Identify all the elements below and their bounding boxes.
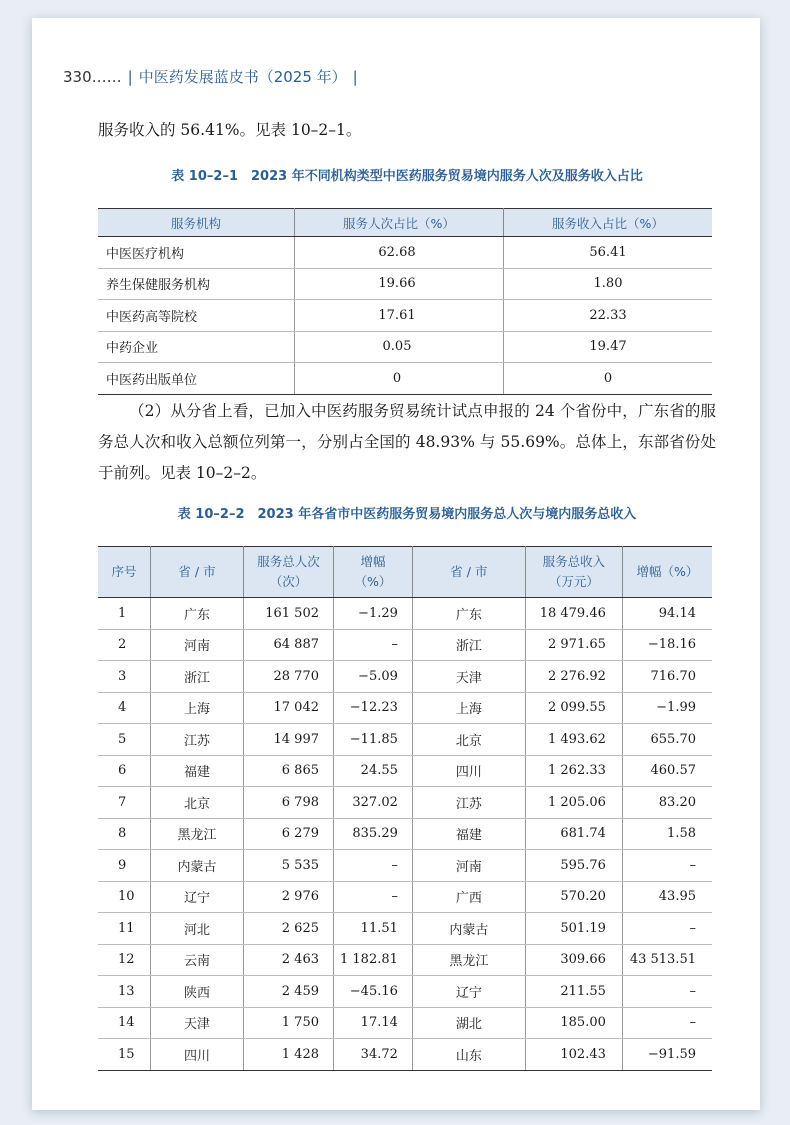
growth-b-cell: – [622, 976, 712, 1008]
table-row [98, 818, 712, 850]
intro-line: 服务收入的 56.41%。见表 10–2–1。 [98, 121, 362, 139]
province-b-cell: 上海 [412, 692, 525, 724]
rank-cell: 13 [98, 976, 151, 1008]
growth-a-cell: −1.29 [334, 598, 413, 630]
table2-header-growth-b: 增幅（%） [622, 547, 712, 598]
province-b-cell: 江苏 [412, 787, 525, 819]
table-row [98, 363, 712, 395]
rank-cell: 8 [98, 818, 151, 850]
rank-cell: 10 [98, 881, 151, 913]
province-a-cell: 辽宁 [151, 881, 244, 913]
growth-b-cell: – [622, 1007, 712, 1039]
running-header: 330…… | 中医药发展蓝皮书（2025 年） | [63, 68, 358, 86]
rank-cell: 3 [98, 661, 151, 693]
province-b-cell: 浙江 [412, 629, 525, 661]
revenue-cell: 2 099.55 [525, 692, 622, 724]
province-b-cell: 湖北 [412, 1007, 525, 1039]
province-a-cell: 广东 [151, 598, 244, 630]
visits-header-line1: 服务总人次 [257, 554, 320, 569]
growth-a-cell: −5.09 [334, 661, 413, 693]
revenue-share-cell: 56.41 [504, 237, 713, 269]
growth-a-cell: −45.16 [334, 976, 413, 1008]
province-b-cell: 广东 [412, 598, 525, 630]
table1 [98, 208, 712, 395]
province-a-cell: 江苏 [151, 724, 244, 756]
institution-cell: 中医药出版单位 [98, 363, 295, 395]
growth-b-cell: 460.57 [622, 755, 712, 787]
revenue-cell: 681.74 [525, 818, 622, 850]
rank-cell: 5 [98, 724, 151, 756]
table2-caption: 表 10–2–2 2023 年各省市中医药服务贸易境内服务总人次与境内服务总收入 [177, 507, 637, 522]
visits-share-cell: 0 [295, 363, 504, 395]
institution-cell: 中药企业 [98, 331, 295, 363]
growth-a-cell: 24.55 [334, 755, 413, 787]
province-b-cell: 黑龙江 [412, 944, 525, 976]
growth-a-header-line1: 增幅 [360, 554, 386, 569]
province-b-cell: 河南 [412, 850, 525, 882]
growth-a-cell: 835.29 [334, 818, 413, 850]
growth-a-cell: – [334, 881, 413, 913]
table1-header-institution: 服务机构 [98, 209, 295, 237]
revenue-share-cell: 22.33 [504, 300, 713, 332]
revenue-share-cell: 19.47 [504, 331, 713, 363]
table-row [98, 1039, 712, 1071]
visits-cell: 1 750 [244, 1007, 334, 1039]
revenue-share-cell: 0 [504, 363, 713, 395]
visits-share-cell: 62.68 [295, 237, 504, 269]
table1-caption: 表 10–2–1 2023 年不同机构类型中医药服务贸易境内服务人次及服务收入占比 [171, 169, 643, 184]
rank-cell: 6 [98, 755, 151, 787]
table-row [98, 755, 712, 787]
province-b-cell: 广西 [412, 881, 525, 913]
growth-b-cell: −18.16 [622, 629, 712, 661]
rank-cell: 14 [98, 1007, 151, 1039]
province-b-cell: 内蒙古 [412, 913, 525, 945]
revenue-cell: 102.43 [525, 1039, 622, 1071]
province-b-cell: 天津 [412, 661, 525, 693]
rank-cell: 4 [98, 692, 151, 724]
table-row [98, 331, 712, 363]
visits-cell: 2 459 [244, 976, 334, 1008]
table-row [98, 598, 712, 630]
book-page [32, 18, 760, 1110]
rank-cell: 1 [98, 598, 151, 630]
rank-cell: 9 [98, 850, 151, 882]
growth-b-cell: −91.59 [622, 1039, 712, 1071]
table-row [98, 268, 712, 300]
province-a-cell: 浙江 [151, 661, 244, 693]
revenue-cell: 595.76 [525, 850, 622, 882]
visits-cell: 2 976 [244, 881, 334, 913]
visits-cell: 161 502 [244, 598, 334, 630]
visits-cell: 1 428 [244, 1039, 334, 1071]
table2-header-visits [244, 547, 334, 598]
book-title: 中医药发展蓝皮书（2025 年） [138, 68, 347, 86]
table-row [98, 944, 712, 976]
growth-b-cell: 43 513.51 [622, 944, 712, 976]
growth-a-header-line2: （%） [354, 574, 392, 589]
table2 [98, 546, 712, 1071]
province-a-cell: 云南 [151, 944, 244, 976]
revenue-cell: 1 493.62 [525, 724, 622, 756]
growth-a-cell: 1 182.81 [334, 944, 413, 976]
growth-b-cell: – [622, 913, 712, 945]
revenue-cell: 570.20 [525, 881, 622, 913]
table-row [98, 787, 712, 819]
institution-cell: 养生保健服务机构 [98, 268, 295, 300]
rank-cell: 12 [98, 944, 151, 976]
revenue-cell: 1 262.33 [525, 755, 622, 787]
table-row [98, 976, 712, 1008]
growth-a-cell: −11.85 [334, 724, 413, 756]
province-b-cell: 北京 [412, 724, 525, 756]
visits-cell: 6 865 [244, 755, 334, 787]
table-row [98, 692, 712, 724]
revenue-cell: 211.55 [525, 976, 622, 1008]
paragraph-2: （2）从分省上看，已加入中医药服务贸易统计试点申报的 24 个省份中，广东省的服务总人次和收入总额位列第一，分别占全国的 48.93% 与 55.69%。总体上，东部省份处于前列。见表 10–2–2。 [98, 402, 716, 482]
institution-cell: 中医药高等院校 [98, 300, 295, 332]
province-a-cell: 四川 [151, 1039, 244, 1071]
province-a-cell: 河南 [151, 629, 244, 661]
table-row [98, 881, 712, 913]
growth-a-cell: 17.14 [334, 1007, 413, 1039]
growth-a-cell: – [334, 850, 413, 882]
growth-b-cell: 1.58 [622, 818, 712, 850]
growth-b-cell: 716.70 [622, 661, 712, 693]
revenue-cell: 2 276.92 [525, 661, 622, 693]
province-a-cell: 天津 [151, 1007, 244, 1039]
table1-header-row [98, 209, 712, 237]
rank-cell: 11 [98, 913, 151, 945]
visits-cell: 6 279 [244, 818, 334, 850]
table-row [98, 913, 712, 945]
revenue-share-cell: 1.80 [504, 268, 713, 300]
growth-a-cell: 11.51 [334, 913, 413, 945]
growth-a-cell: 34.72 [334, 1039, 413, 1071]
province-b-cell: 福建 [412, 818, 525, 850]
table2-header-revenue [525, 547, 622, 598]
page-number: 330 [63, 68, 92, 86]
province-a-cell: 黑龙江 [151, 818, 244, 850]
table2-header-rank: 序号 [98, 547, 151, 598]
table2-header-province-a: 省 / 市 [151, 547, 244, 598]
growth-b-cell: −1.99 [622, 692, 712, 724]
revenue-header-line2: （万元） [548, 574, 599, 589]
table2-header-province-b: 省 / 市 [412, 547, 525, 598]
table-row [98, 1007, 712, 1039]
institution-cell: 中医医疗机构 [98, 237, 295, 269]
table1-header-visits-share: 服务人次占比（%） [295, 209, 504, 237]
rank-cell: 15 [98, 1039, 151, 1071]
visits-cell: 6 798 [244, 787, 334, 819]
rank-cell: 7 [98, 787, 151, 819]
visits-share-cell: 17.61 [295, 300, 504, 332]
province-a-cell: 陕西 [151, 976, 244, 1008]
province-a-cell: 福建 [151, 755, 244, 787]
visits-cell: 28 770 [244, 661, 334, 693]
province-a-cell: 北京 [151, 787, 244, 819]
table-row [98, 661, 712, 693]
growth-b-cell: – [622, 850, 712, 882]
province-a-cell: 内蒙古 [151, 850, 244, 882]
growth-b-cell: 94.14 [622, 598, 712, 630]
rank-cell: 2 [98, 629, 151, 661]
visits-cell: 17 042 [244, 692, 334, 724]
visits-cell: 2 625 [244, 913, 334, 945]
table2-header-growth-a [334, 547, 413, 598]
visits-share-cell: 19.66 [295, 268, 504, 300]
province-b-cell: 辽宁 [412, 976, 525, 1008]
table1-header-revenue-share: 服务收入占比（%） [504, 209, 713, 237]
province-a-cell: 上海 [151, 692, 244, 724]
table-row [98, 237, 712, 269]
revenue-cell: 309.66 [525, 944, 622, 976]
visits-share-cell: 0.05 [295, 331, 504, 363]
growth-b-cell: 83.20 [622, 787, 712, 819]
table-row [98, 724, 712, 756]
visits-cell: 5 535 [244, 850, 334, 882]
visits-cell: 14 997 [244, 724, 334, 756]
province-b-cell: 山东 [412, 1039, 525, 1071]
revenue-cell: 2 971.65 [525, 629, 622, 661]
province-b-cell: 四川 [412, 755, 525, 787]
revenue-cell: 1 205.06 [525, 787, 622, 819]
province-a-cell: 河北 [151, 913, 244, 945]
revenue-header-line1: 服务总收入 [542, 554, 606, 569]
visits-cell: 2 463 [244, 944, 334, 976]
table-row [98, 629, 712, 661]
table2-header-row [98, 547, 712, 598]
revenue-cell: 501.19 [525, 913, 622, 945]
visits-header-line2: （次） [269, 574, 308, 589]
visits-cell: 64 887 [244, 629, 334, 661]
growth-a-cell: 327.02 [334, 787, 413, 819]
growth-a-cell: – [334, 629, 413, 661]
growth-b-cell: 43.95 [622, 881, 712, 913]
growth-a-cell: −12.23 [334, 692, 413, 724]
leader-dots: …… [91, 68, 122, 86]
table-row [98, 850, 712, 882]
revenue-cell: 18 479.46 [525, 598, 622, 630]
revenue-cell: 185.00 [525, 1007, 622, 1039]
growth-b-cell: 655.70 [622, 724, 712, 756]
table-row [98, 300, 712, 332]
